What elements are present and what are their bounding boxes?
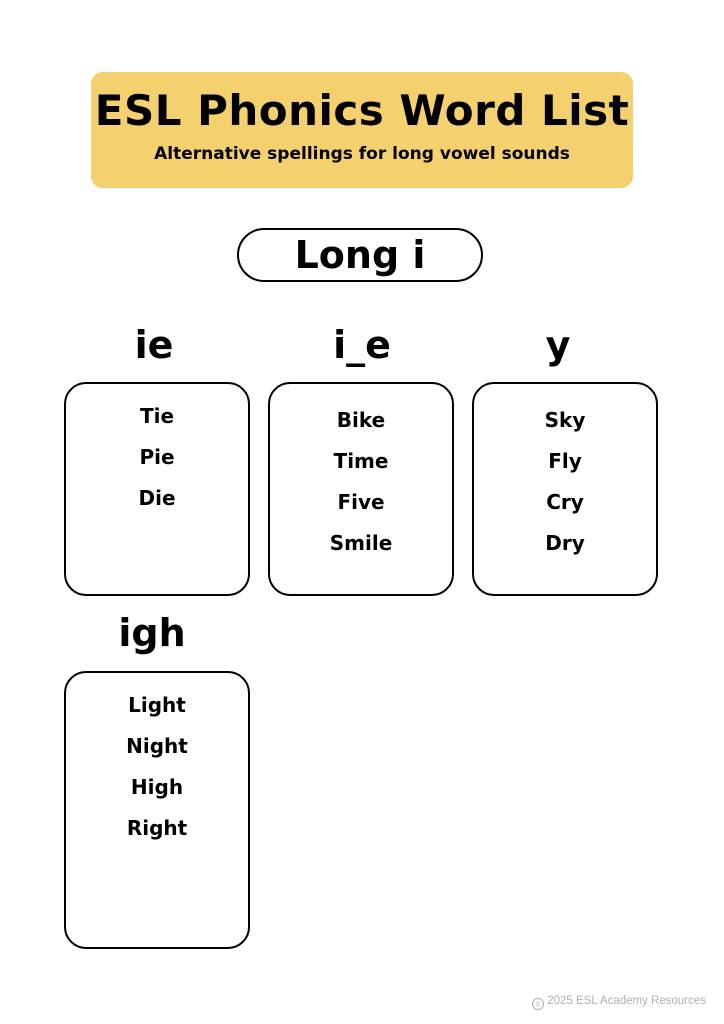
- word-box-i-e: [268, 382, 454, 596]
- word-list-i-e: [270, 400, 452, 564]
- word-item: Bike: [336, 408, 386, 432]
- sound-label: Long i: [237, 228, 483, 282]
- footer-credit: [532, 995, 706, 1010]
- word-item: Dry: [545, 531, 585, 555]
- word-item: Pie: [139, 445, 175, 469]
- group-heading-igh: igh: [118, 611, 186, 655]
- word-item: Time: [333, 449, 389, 473]
- page-subtitle: Alternative spellings for long vowel sounds: [154, 144, 570, 164]
- word-box-igh: [64, 671, 250, 949]
- word-item: Smile: [329, 531, 393, 555]
- title-banner: [91, 72, 633, 188]
- word-item: Light: [128, 693, 186, 717]
- group-heading-i-e: i_e: [333, 323, 391, 367]
- word-item: Tie: [139, 404, 175, 428]
- group-heading-ie: ie: [134, 323, 174, 367]
- word-item: Fly: [548, 449, 582, 473]
- footer-text: 2025 ESL Academy Resources: [547, 995, 706, 1007]
- word-item: Die: [138, 486, 176, 510]
- word-item: Five: [337, 490, 385, 514]
- word-item: Right: [126, 816, 188, 840]
- word-list-ie: [66, 396, 248, 519]
- group-heading-y: y: [545, 323, 571, 367]
- word-item: Night: [126, 734, 188, 758]
- word-item: Cry: [546, 490, 584, 514]
- word-list-igh: [66, 685, 248, 849]
- copyright-icon: c: [532, 998, 544, 1010]
- word-item: Sky: [544, 408, 586, 432]
- page-title: ESL Phonics Word List: [94, 86, 630, 135]
- word-item: High: [130, 775, 184, 799]
- word-box-ie: [64, 382, 250, 596]
- word-list-y: [474, 400, 656, 564]
- word-box-y: [472, 382, 658, 596]
